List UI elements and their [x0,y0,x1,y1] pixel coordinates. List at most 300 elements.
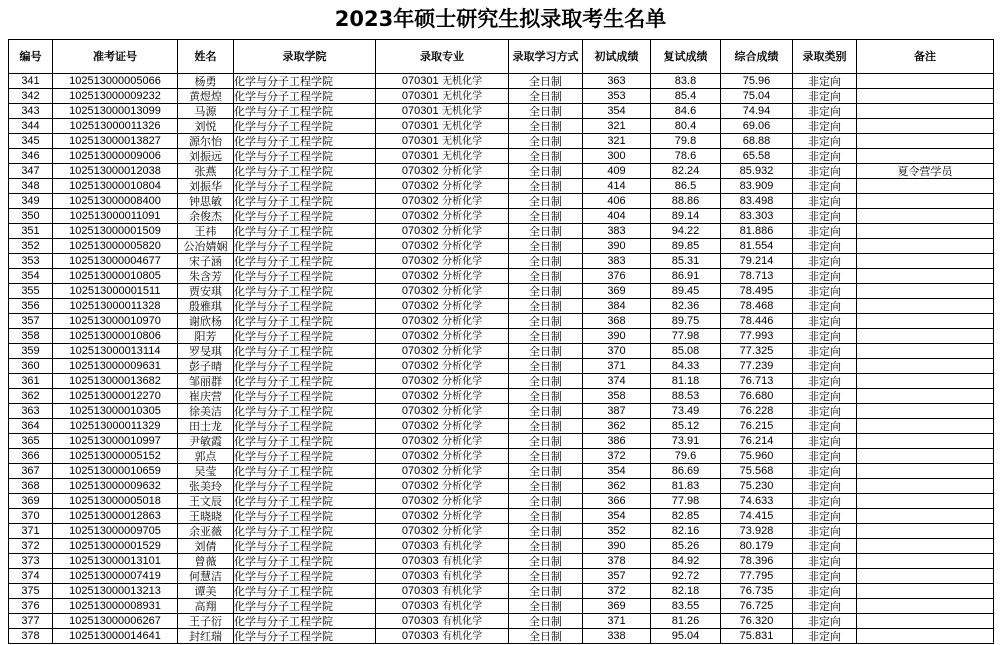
cell-study-mode: 全日制 [509,224,583,239]
cell-total-score: 74.94 [721,104,793,119]
cell-total-score: 79.214 [721,254,793,269]
header-study-mode: 录取学习方式 [509,40,583,74]
cell-total-score: 69.06 [721,119,793,134]
cell-prelim-score: 383 [583,224,651,239]
major-name: 分析化学 [442,301,483,312]
cell-retest-score: 84.33 [651,359,721,374]
table-row [9,524,994,539]
major-code: 070302 [401,510,439,522]
cell-exam-id: 102513000008400 [53,194,178,209]
cell-exam-id: 102513000005018 [53,494,178,509]
cell-name: 邹丽群 [178,374,234,389]
cell-category: 非定向 [793,284,857,299]
cell-remark [857,329,994,344]
cell-school: 化学与分子工程学院 [234,389,376,404]
table-row [9,464,994,479]
cell-major [376,629,509,644]
table-row [9,149,994,164]
cell-seq: 370 [9,509,53,524]
cell-major [376,179,509,194]
cell-major [376,164,509,179]
cell-study-mode: 全日制 [509,329,583,344]
cell-major [376,284,509,299]
table-row [9,104,994,119]
table-row [9,389,994,404]
cell-school: 化学与分子工程学院 [234,164,376,179]
cell-school: 化学与分子工程学院 [234,359,376,374]
cell-major [376,449,509,464]
cell-prelim-score: 354 [583,509,651,524]
table-row [9,554,994,569]
major-code: 070303 [401,570,439,582]
cell-exam-id: 102513000011328 [53,299,178,314]
major-name: 分析化学 [442,466,483,477]
major-code: 070301 [401,120,439,132]
cell-exam-id: 102513000007419 [53,569,178,584]
cell-school: 化学与分子工程学院 [234,464,376,479]
major-name: 分析化学 [442,241,483,252]
major-code: 070302 [401,180,439,192]
cell-total-score: 77.239 [721,359,793,374]
cell-total-score: 77.795 [721,569,793,584]
cell-study-mode: 全日制 [509,479,583,494]
cell-remark [857,509,994,524]
cell-seq: 368 [9,479,53,494]
major-code: 070301 [401,75,439,87]
cell-exam-id: 102513000010997 [53,434,178,449]
cell-prelim-score: 387 [583,404,651,419]
cell-exam-id: 102513000010970 [53,314,178,329]
cell-total-score: 80.179 [721,539,793,554]
cell-name: 谭美 [178,584,234,599]
cell-major [376,554,509,569]
table-row [9,344,994,359]
major-name: 有机化学 [442,556,483,567]
cell-exam-id: 102513000009006 [53,149,178,164]
major-name: 无机化学 [442,91,483,102]
cell-study-mode: 全日制 [509,554,583,569]
cell-retest-score: 94.22 [651,224,721,239]
cell-school: 化学与分子工程学院 [234,509,376,524]
major-code: 070301 [401,150,439,162]
cell-exam-id: 102513000001509 [53,224,178,239]
major-code: 070302 [401,450,439,462]
cell-major [376,74,509,89]
cell-remark [857,314,994,329]
cell-name: 朱含芳 [178,269,234,284]
cell-total-score: 75.960 [721,449,793,464]
major-code: 070302 [401,375,439,387]
cell-total-score: 78.446 [721,314,793,329]
cell-category: 非定向 [793,584,857,599]
table-row [9,584,994,599]
cell-prelim-score: 409 [583,164,651,179]
major-name: 无机化学 [442,151,483,162]
major-name: 有机化学 [442,616,483,627]
cell-exam-id: 102513000001511 [53,284,178,299]
major-name: 有机化学 [442,541,483,552]
table-row [9,179,994,194]
cell-seq: 342 [9,89,53,104]
major-name: 分析化学 [442,406,483,417]
cell-name: 彭子晴 [178,359,234,374]
cell-category: 非定向 [793,329,857,344]
cell-category: 非定向 [793,614,857,629]
cell-seq: 356 [9,299,53,314]
cell-prelim-score: 338 [583,629,651,644]
cell-exam-id: 102513000013114 [53,344,178,359]
cell-school: 化学与分子工程学院 [234,404,376,419]
cell-total-score: 76.735 [721,584,793,599]
cell-name: 刘振华 [178,179,234,194]
cell-seq: 358 [9,329,53,344]
cell-name: 黄煜煌 [178,89,234,104]
major-code: 070302 [401,270,439,282]
cell-name: 余亚薇 [178,524,234,539]
cell-prelim-score: 390 [583,329,651,344]
cell-seq: 378 [9,629,53,644]
cell-retest-score: 88.86 [651,194,721,209]
major-name: 分析化学 [442,286,483,297]
cell-total-score: 83.498 [721,194,793,209]
header-category: 录取类别 [793,40,857,74]
cell-category: 非定向 [793,74,857,89]
cell-study-mode: 全日制 [509,434,583,449]
major-name: 无机化学 [442,136,483,147]
major-code: 070302 [401,240,439,252]
major-code: 070303 [401,585,439,597]
cell-remark [857,74,994,89]
cell-category: 非定向 [793,569,857,584]
table-row [9,164,994,179]
cell-school: 化学与分子工程学院 [234,539,376,554]
cell-prelim-score: 369 [583,284,651,299]
cell-remark [857,554,994,569]
major-code: 070302 [401,210,439,222]
cell-retest-score: 82.16 [651,524,721,539]
major-code: 070302 [401,360,439,372]
cell-total-score: 75.04 [721,89,793,104]
cell-study-mode: 全日制 [509,584,583,599]
major-name: 分析化学 [442,481,483,492]
table-row [9,359,994,374]
cell-prelim-score: 366 [583,494,651,509]
cell-category: 非定向 [793,599,857,614]
cell-seq: 348 [9,179,53,194]
cell-school: 化学与分子工程学院 [234,599,376,614]
major-name: 分析化学 [442,271,483,282]
cell-retest-score: 89.85 [651,239,721,254]
cell-exam-id: 102513000011326 [53,119,178,134]
cell-prelim-score: 406 [583,194,651,209]
cell-study-mode: 全日制 [509,239,583,254]
cell-seq: 375 [9,584,53,599]
cell-study-mode: 全日制 [509,314,583,329]
cell-total-score: 65.58 [721,149,793,164]
cell-exam-id: 102513000001529 [53,539,178,554]
cell-prelim-score: 378 [583,554,651,569]
cell-category: 非定向 [793,209,857,224]
cell-exam-id: 102513000012270 [53,389,178,404]
table-row [9,599,994,614]
cell-name: 何慧洁 [178,569,234,584]
cell-remark [857,614,994,629]
cell-study-mode: 全日制 [509,569,583,584]
cell-seq: 341 [9,74,53,89]
cell-exam-id: 102513000005152 [53,449,178,464]
table-row [9,374,994,389]
cell-school: 化学与分子工程学院 [234,269,376,284]
cell-seq: 371 [9,524,53,539]
cell-category: 非定向 [793,239,857,254]
cell-prelim-score: 370 [583,344,651,359]
major-name: 有机化学 [442,586,483,597]
cell-school: 化学与分子工程学院 [234,344,376,359]
cell-seq: 351 [9,224,53,239]
cell-exam-id: 102513000005820 [53,239,178,254]
cell-exam-id: 102513000011091 [53,209,178,224]
cell-seq: 352 [9,239,53,254]
cell-name: 王文辰 [178,494,234,509]
cell-study-mode: 全日制 [509,374,583,389]
cell-name: 王子衍 [178,614,234,629]
cell-major [376,329,509,344]
major-name: 无机化学 [442,121,483,132]
cell-seq: 372 [9,539,53,554]
cell-retest-score: 81.83 [651,479,721,494]
cell-remark [857,119,994,134]
cell-category: 非定向 [793,449,857,464]
cell-remark [857,389,994,404]
cell-seq: 347 [9,164,53,179]
major-name: 分析化学 [442,211,483,222]
major-code: 070303 [401,630,439,642]
cell-prelim-score: 390 [583,539,651,554]
table-row [9,299,994,314]
table-row [9,284,994,299]
cell-total-score: 83.909 [721,179,793,194]
cell-name: 田士龙 [178,419,234,434]
cell-retest-score: 88.53 [651,389,721,404]
cell-name: 宋子涵 [178,254,234,269]
major-name: 分析化学 [442,421,483,432]
cell-name: 崔庆营 [178,389,234,404]
header-exam-id: 准考证号 [53,40,178,74]
cell-name: 刘振远 [178,149,234,164]
table-row [9,329,994,344]
cell-school: 化学与分子工程学院 [234,614,376,629]
cell-remark [857,209,994,224]
cell-name: 高翔 [178,599,234,614]
cell-total-score: 74.633 [721,494,793,509]
cell-study-mode: 全日制 [509,344,583,359]
major-code: 070303 [401,555,439,567]
cell-prelim-score: 390 [583,239,651,254]
major-code: 070302 [401,405,439,417]
major-name: 有机化学 [442,571,483,582]
cell-major [376,584,509,599]
cell-study-mode: 全日制 [509,284,583,299]
table-row [9,74,994,89]
cell-category: 非定向 [793,314,857,329]
cell-category: 非定向 [793,299,857,314]
cell-retest-score: 85.08 [651,344,721,359]
cell-remark [857,134,994,149]
table-body [9,74,994,644]
major-code: 070302 [401,330,439,342]
cell-remark [857,224,994,239]
table-row [9,224,994,239]
cell-remark: 夏令营学员 [857,164,994,179]
cell-school: 化学与分子工程学院 [234,584,376,599]
major-code: 070302 [401,165,439,177]
cell-prelim-score: 372 [583,449,651,464]
cell-school: 化学与分子工程学院 [234,239,376,254]
cell-total-score: 75.230 [721,479,793,494]
major-code: 070302 [401,495,439,507]
cell-retest-score: 92.72 [651,569,721,584]
cell-category: 非定向 [793,629,857,644]
cell-remark [857,104,994,119]
cell-exam-id: 102513000010806 [53,329,178,344]
cell-study-mode: 全日制 [509,359,583,374]
cell-exam-id: 102513000009705 [53,524,178,539]
table-row [9,314,994,329]
cell-name: 郭点 [178,449,234,464]
cell-major [376,119,509,134]
cell-prelim-score: 374 [583,374,651,389]
cell-major [376,314,509,329]
major-code: 070303 [401,540,439,552]
cell-total-score: 83.303 [721,209,793,224]
major-name: 分析化学 [442,226,483,237]
table-row [9,449,994,464]
cell-major [376,614,509,629]
major-name: 有机化学 [442,601,483,612]
cell-major [376,374,509,389]
major-name: 无机化学 [442,106,483,117]
cell-major [376,494,509,509]
cell-name: 杨勇 [178,74,234,89]
cell-category: 非定向 [793,119,857,134]
cell-seq: 365 [9,434,53,449]
cell-study-mode: 全日制 [509,119,583,134]
cell-study-mode: 全日制 [509,299,583,314]
cell-prelim-score: 354 [583,464,651,479]
major-name: 分析化学 [442,316,483,327]
cell-prelim-score: 353 [583,89,651,104]
cell-retest-score: 83.8 [651,74,721,89]
cell-name: 余俊杰 [178,209,234,224]
cell-study-mode: 全日制 [509,494,583,509]
cell-seq: 357 [9,314,53,329]
cell-total-score: 76.215 [721,419,793,434]
cell-remark [857,299,994,314]
cell-prelim-score: 363 [583,74,651,89]
cell-major [376,89,509,104]
cell-retest-score: 86.91 [651,269,721,284]
cell-remark [857,524,994,539]
cell-major [376,344,509,359]
cell-major [376,104,509,119]
cell-category: 非定向 [793,509,857,524]
cell-retest-score: 79.8 [651,134,721,149]
cell-major [376,569,509,584]
cell-category: 非定向 [793,179,857,194]
cell-remark [857,584,994,599]
cell-major [376,269,509,284]
cell-total-score: 81.554 [721,239,793,254]
header-total-score: 综合成绩 [721,40,793,74]
cell-retest-score: 78.6 [651,149,721,164]
cell-school: 化学与分子工程学院 [234,479,376,494]
cell-category: 非定向 [793,494,857,509]
cell-prelim-score: 357 [583,569,651,584]
cell-total-score: 77.993 [721,329,793,344]
cell-prelim-score: 362 [583,479,651,494]
cell-name: 尹敏霞 [178,434,234,449]
cell-seq: 344 [9,119,53,134]
cell-total-score: 75.96 [721,74,793,89]
cell-remark [857,494,994,509]
cell-category: 非定向 [793,554,857,569]
major-name: 分析化学 [442,391,483,402]
cell-major [376,359,509,374]
cell-category: 非定向 [793,419,857,434]
cell-major [376,524,509,539]
cell-prelim-score: 383 [583,254,651,269]
cell-name: 曾薇 [178,554,234,569]
cell-name: 公冶婧娴 [178,239,234,254]
cell-major [376,209,509,224]
major-code: 070302 [401,345,439,357]
cell-prelim-score: 321 [583,119,651,134]
table-row [9,494,994,509]
cell-major [376,149,509,164]
cell-category: 非定向 [793,374,857,389]
major-code: 070301 [401,90,439,102]
cell-major [376,419,509,434]
major-name: 分析化学 [442,166,483,177]
cell-school: 化学与分子工程学院 [234,119,376,134]
cell-category: 非定向 [793,524,857,539]
cell-retest-score: 83.55 [651,599,721,614]
cell-name: 王祎 [178,224,234,239]
cell-retest-score: 89.75 [651,314,721,329]
cell-category: 非定向 [793,164,857,179]
cell-remark [857,419,994,434]
cell-study-mode: 全日制 [509,179,583,194]
cell-school: 化学与分子工程学院 [234,329,376,344]
major-code: 070302 [401,300,439,312]
cell-exam-id: 102513000010804 [53,179,178,194]
cell-retest-score: 89.45 [651,284,721,299]
cell-study-mode: 全日制 [509,89,583,104]
cell-name: 张燕 [178,164,234,179]
cell-name: 刘倩 [178,539,234,554]
cell-major [376,254,509,269]
cell-retest-score: 85.4 [651,89,721,104]
cell-retest-score: 89.14 [651,209,721,224]
cell-retest-score: 82.18 [651,584,721,599]
cell-prelim-score: 368 [583,314,651,329]
cell-category: 非定向 [793,359,857,374]
cell-seq: 354 [9,269,53,284]
cell-seq: 343 [9,104,53,119]
cell-seq: 355 [9,284,53,299]
cell-study-mode: 全日制 [509,524,583,539]
cell-name: 殷雅琪 [178,299,234,314]
